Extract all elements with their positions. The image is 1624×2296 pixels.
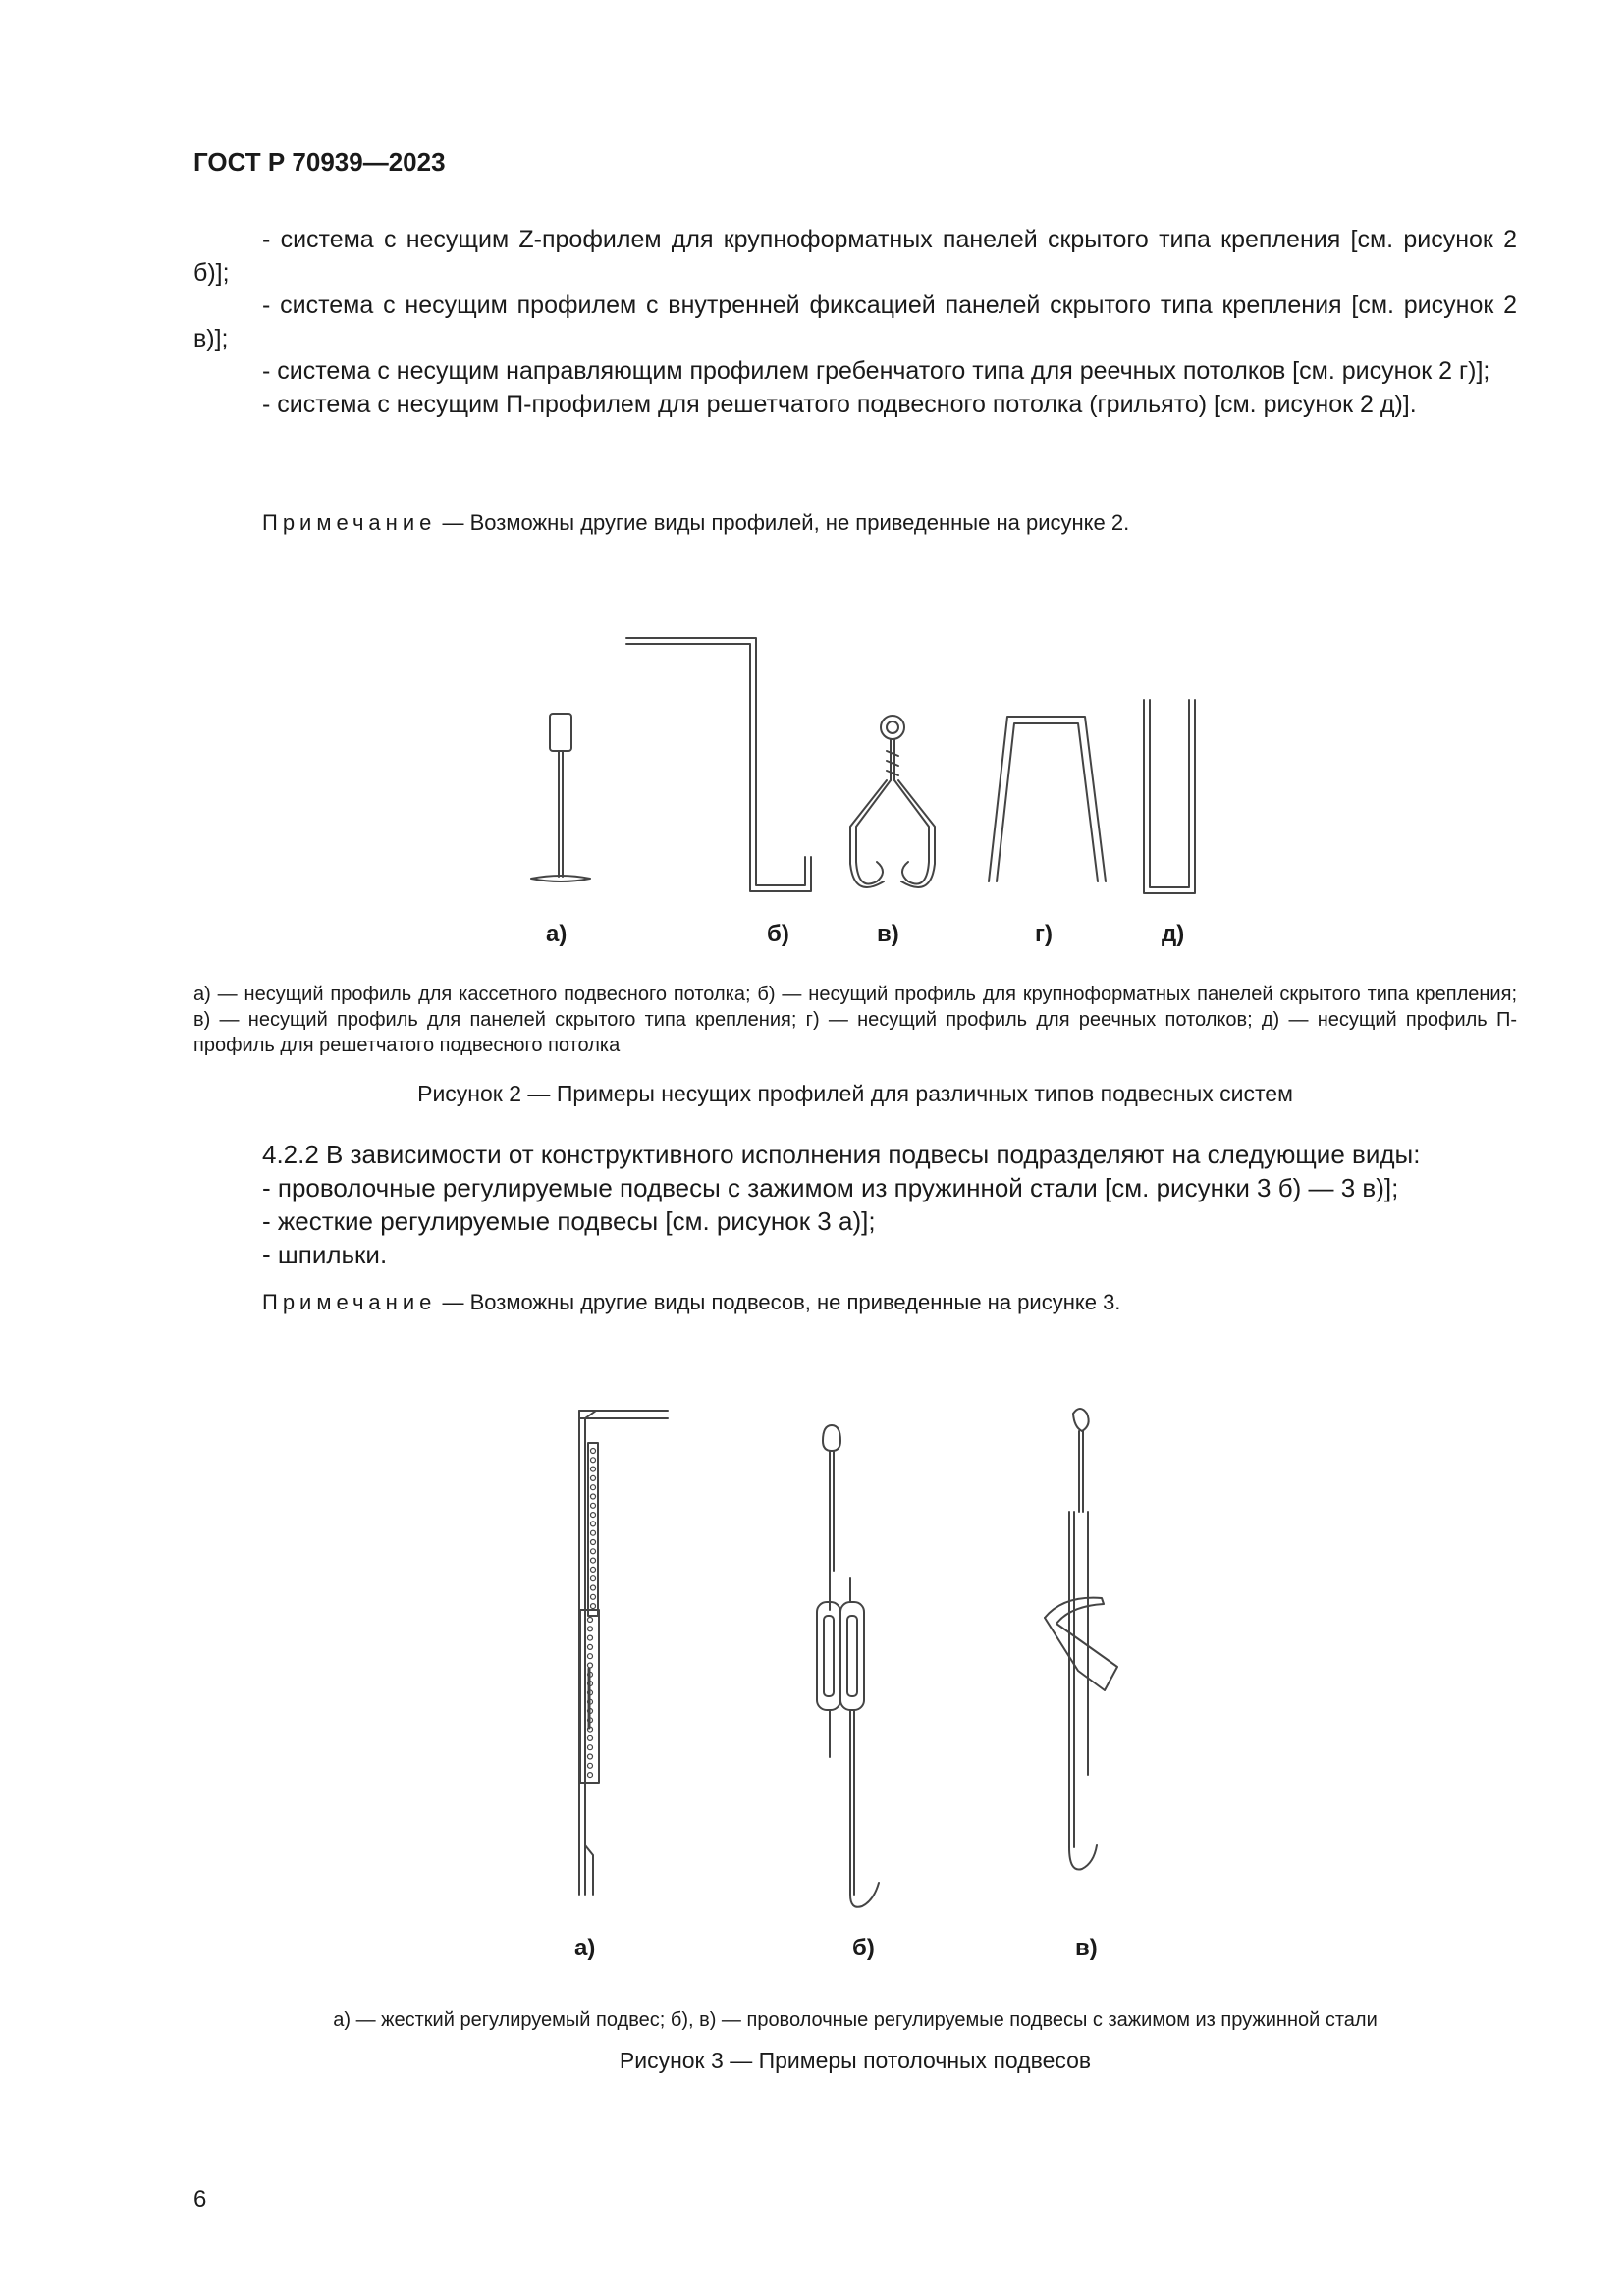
- figure-2-label-d: г): [1035, 921, 1053, 947]
- hole: [591, 1485, 596, 1490]
- note-text: — Возможны другие виды профилей, не приведенные на рисунке 2.: [436, 510, 1130, 535]
- hanger-c-drawing: [1045, 1409, 1117, 1870]
- hole: [591, 1503, 596, 1508]
- figure-2-label-e: д): [1162, 921, 1185, 947]
- note-text: — Возможны другие виды подвесов, не приведенные на рисунке 3.: [436, 1290, 1121, 1314]
- hole: [588, 1654, 593, 1659]
- hole: [591, 1567, 596, 1572]
- figure-2-legend: а) — несущий профиль для кассетного подвесного потолка; б) — несущий профиль для крупноформатных панелей скрытого типа крепления; в) — несущий профиль для панелей скрытого типа крепления; г) — несущий профиль для реечных потолков; д) — несущий профиль П-профиль для решетчатого подвесного потолка: [193, 984, 1517, 1056]
- hole: [588, 1627, 593, 1631]
- hole: [588, 1773, 593, 1778]
- hole: [588, 1618, 593, 1623]
- hanger-b-drawing: [817, 1425, 879, 1907]
- note-label: Примечание: [262, 1290, 437, 1314]
- list-item: - проволочные регулируемые подвесы с зажимом из пружинной стали [см. рисунки 3 б) — 3 в)];: [262, 1173, 1399, 1202]
- figure-2-label-c: в): [877, 921, 899, 947]
- intro-list-item: - система с несущим П-профилем для решетчатого подвесного потолка (грильято) [см. рисунок 2 д)].: [262, 390, 1417, 418]
- hole: [591, 1467, 596, 1471]
- hole: [591, 1475, 596, 1480]
- document-header: ГОСТ Р 70939—2023: [193, 147, 446, 177]
- hole: [588, 1754, 593, 1759]
- note-label: Примечание: [262, 510, 437, 535]
- figure-3-legend: а) — жесткий регулируемый подвес; б), в) — проволочные регулируемые подвесы с зажимом из пружинной стали: [333, 2009, 1378, 2031]
- hole: [588, 1745, 593, 1750]
- hole: [588, 1763, 593, 1768]
- hole: [591, 1449, 596, 1454]
- hole: [591, 1558, 596, 1563]
- figure-2-label-b: б): [767, 921, 789, 947]
- hole: [591, 1549, 596, 1554]
- hole: [591, 1576, 596, 1581]
- figure-2-label-a: а): [546, 921, 568, 947]
- hanger-a-adjust-holes: [591, 1449, 596, 1609]
- hole: [591, 1513, 596, 1518]
- figure-3-caption: Рисунок 3 — Примеры потолочных подвесов: [619, 2048, 1092, 2073]
- hole: [588, 1644, 593, 1649]
- list-item: - жесткие регулируемые подвесы [см. рисунок 3 а)];: [262, 1206, 876, 1236]
- hole: [591, 1458, 596, 1463]
- hole: [591, 1522, 596, 1526]
- list-item: - шпильки.: [262, 1240, 388, 1269]
- intro-list-item: - система с несущим Z-профилем для крупноформатных панелей скрытого типа крепления [см. рисунок 2 б)];: [193, 226, 1517, 287]
- hole: [588, 1663, 593, 1668]
- hole: [591, 1540, 596, 1545]
- figure-2-caption: Рисунок 2 — Примеры несущих профилей для различных типов подвесных систем: [417, 1081, 1293, 1106]
- hole: [591, 1530, 596, 1535]
- hole: [588, 1635, 593, 1640]
- section-lead: 4.2.2 В зависимости от конструктивного исполнения подвесы подразделяют на следующие виды:: [262, 1140, 1421, 1169]
- figure-3-label-b: б): [852, 1935, 875, 1961]
- figure-3-label-a: а): [574, 1935, 596, 1961]
- hole: [591, 1594, 596, 1599]
- intro-list-item: - система с несущим направляющим профилем гребенчатого типа для реечных потолков [см. рисунок 2 г)];: [262, 357, 1490, 385]
- intro-list-item: - система с несущим профилем с внутренней фиксацией панелей скрытого типа крепления [см. рисунок 2 в)];: [193, 292, 1517, 352]
- hole: [591, 1494, 596, 1499]
- page-number: 6: [193, 2186, 207, 2213]
- hole: [591, 1604, 596, 1609]
- hanger-a-drawing: [579, 1411, 668, 1895]
- figure-3-label-c: в): [1075, 1935, 1098, 1961]
- hole: [591, 1585, 596, 1590]
- hole: [588, 1735, 593, 1740]
